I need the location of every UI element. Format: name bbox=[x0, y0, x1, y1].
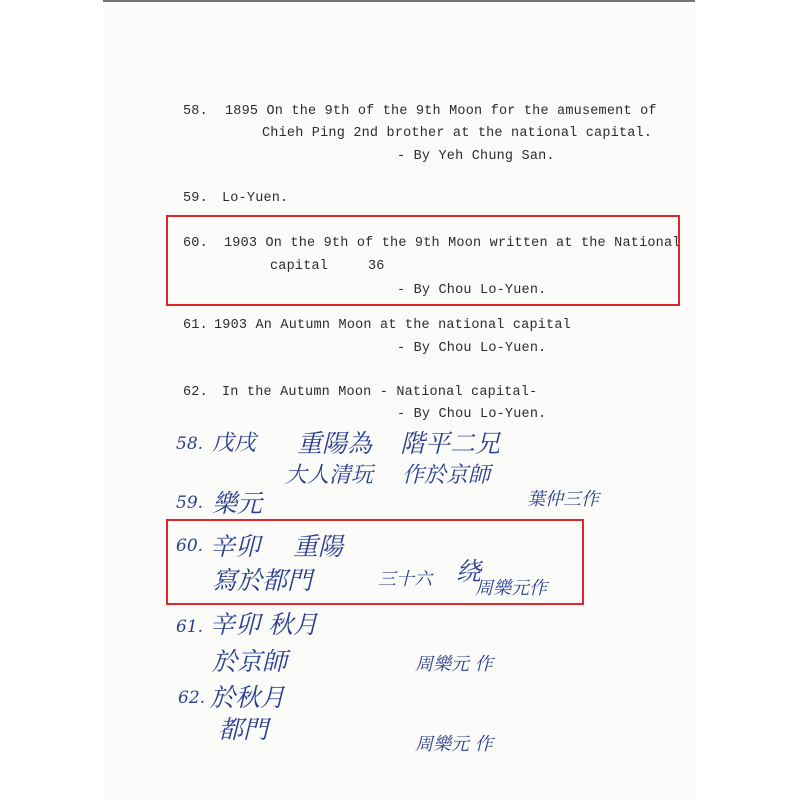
entry-line: 1903 On the 9th of the 9th Moon written at the National bbox=[224, 236, 681, 251]
highlight-box-typed-60 bbox=[166, 215, 680, 306]
handwritten-text: 都門 bbox=[218, 715, 269, 744]
handwritten-text: 重陽為 bbox=[297, 429, 373, 458]
entry-number: 61. bbox=[183, 318, 208, 333]
entry-author: - By Chou Lo-Yuen. bbox=[397, 283, 547, 298]
entry-number: 59. bbox=[183, 191, 208, 206]
entry-number: 58. bbox=[176, 434, 204, 454]
handwritten-text: 於秋月 bbox=[210, 683, 286, 712]
page-top-edge bbox=[103, 0, 695, 2]
handwritten-author: 周樂元 作 bbox=[415, 654, 493, 675]
handwritten-text: 三十六 bbox=[378, 569, 432, 590]
handwritten-text: 階平二兄 bbox=[400, 429, 501, 458]
entry-line: capital bbox=[270, 259, 329, 274]
document-page bbox=[103, 0, 695, 800]
entry-number: 62. bbox=[178, 688, 206, 708]
handwritten-mark: 绕 bbox=[456, 557, 482, 586]
entry-author: - By Chou Lo-Yuen. bbox=[397, 407, 547, 422]
handwritten-text: 作於京師 bbox=[402, 463, 491, 488]
entry-number: 61. bbox=[176, 617, 204, 637]
handwritten-text: 辛卯 bbox=[210, 532, 261, 561]
entry-number: 62. bbox=[183, 385, 208, 400]
entry-line: In the Autumn Moon - National capital- bbox=[222, 385, 538, 400]
entry-line: Lo-Yuen. bbox=[222, 191, 289, 206]
handwritten-author: 周樂元 作 bbox=[415, 734, 493, 755]
handwritten-text: 於京師 bbox=[212, 647, 288, 676]
handwritten-text: 大人清玩 bbox=[285, 463, 374, 488]
entry-line: 1895 On the 9th of the 9th Moon for the amusement of bbox=[225, 104, 657, 119]
handwritten-text: 戊戌 bbox=[212, 431, 257, 456]
entry-number: 59. bbox=[176, 493, 204, 513]
entry-line: 1903 An Autumn Moon at the national capital bbox=[214, 318, 571, 333]
page-number: 36 bbox=[368, 259, 385, 274]
handwritten-text: 寫於都門 bbox=[212, 566, 313, 595]
handwritten-text: 樂元 bbox=[212, 489, 263, 518]
entry-number: 60. bbox=[176, 536, 204, 556]
entry-author: - By Yeh Chung San. bbox=[397, 149, 555, 164]
handwritten-author: 周樂元作 bbox=[475, 578, 547, 599]
handwritten-text: 重陽 bbox=[293, 532, 344, 561]
entry-number: 60. bbox=[183, 236, 208, 251]
handwritten-author: 葉仲三作 bbox=[527, 489, 599, 510]
entry-number: 58. bbox=[183, 104, 208, 119]
entry-line: Chieh Ping 2nd brother at the national capital. bbox=[262, 126, 653, 141]
entry-author: - By Chou Lo-Yuen. bbox=[397, 341, 547, 356]
handwritten-text: 辛卯 秋月 bbox=[210, 610, 318, 639]
